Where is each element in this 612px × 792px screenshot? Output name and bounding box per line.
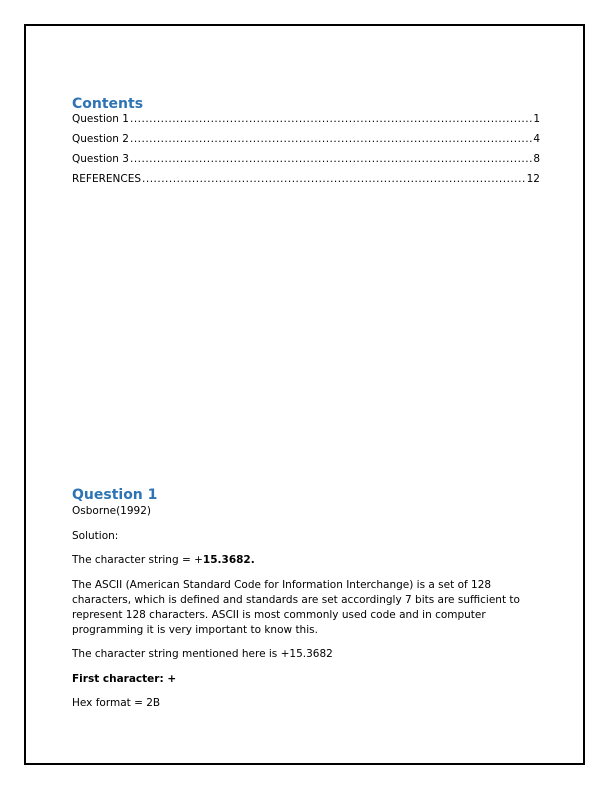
- toc-dot-leader: [130, 153, 532, 166]
- toc-entry-page[interactable]: 8: [533, 153, 540, 165]
- toc-entry-page[interactable]: 12: [526, 173, 540, 185]
- toc-entry-question-3[interactable]: [72, 153, 540, 173]
- question-1-section: [72, 486, 540, 721]
- hex-format-line: Hex format = 2B: [72, 697, 161, 709]
- character-string-value: 15.3682.: [202, 554, 255, 566]
- contents-heading: Contents: [72, 96, 144, 112]
- toc-entry-question-2[interactable]: [72, 133, 540, 153]
- table-of-contents: [72, 95, 540, 193]
- citation: Osborne(1992): [72, 505, 151, 517]
- toc-entry-question-1[interactable]: [72, 113, 540, 133]
- character-string-prefix: The character string = +: [72, 554, 203, 566]
- toc-dot-leader: [142, 173, 526, 186]
- toc-entry-page[interactable]: 4: [533, 133, 540, 145]
- solution-label: Solution:: [72, 529, 119, 542]
- question-1-heading: Question 1: [72, 487, 158, 503]
- toc-entry-title[interactable]: Question 2: [72, 133, 129, 145]
- toc-entry-references[interactable]: [72, 173, 540, 193]
- mentioned-string-line: The character string mentioned here is +15.3682: [72, 648, 333, 660]
- toc-entry-title[interactable]: Question 1: [72, 113, 129, 125]
- toc-entry-page[interactable]: 1: [533, 113, 540, 125]
- toc-entry-title[interactable]: Question 3: [72, 153, 129, 165]
- first-character-line: First character: +: [72, 672, 177, 685]
- toc-dot-leader: [130, 133, 532, 146]
- character-string-line: [72, 553, 540, 568]
- toc-entry-title[interactable]: REFERENCES: [72, 173, 142, 185]
- toc-dot-leader: [130, 113, 532, 126]
- ascii-paragraph: The ASCII (American Standard Code for Information Interchange) is a set of 128 characters, which is defined and standards are set accordingly 7 bits are sufficient to represent 128 characters. ASCII is most commonly used code and in computer programming it is very important to know this.: [72, 578, 520, 636]
